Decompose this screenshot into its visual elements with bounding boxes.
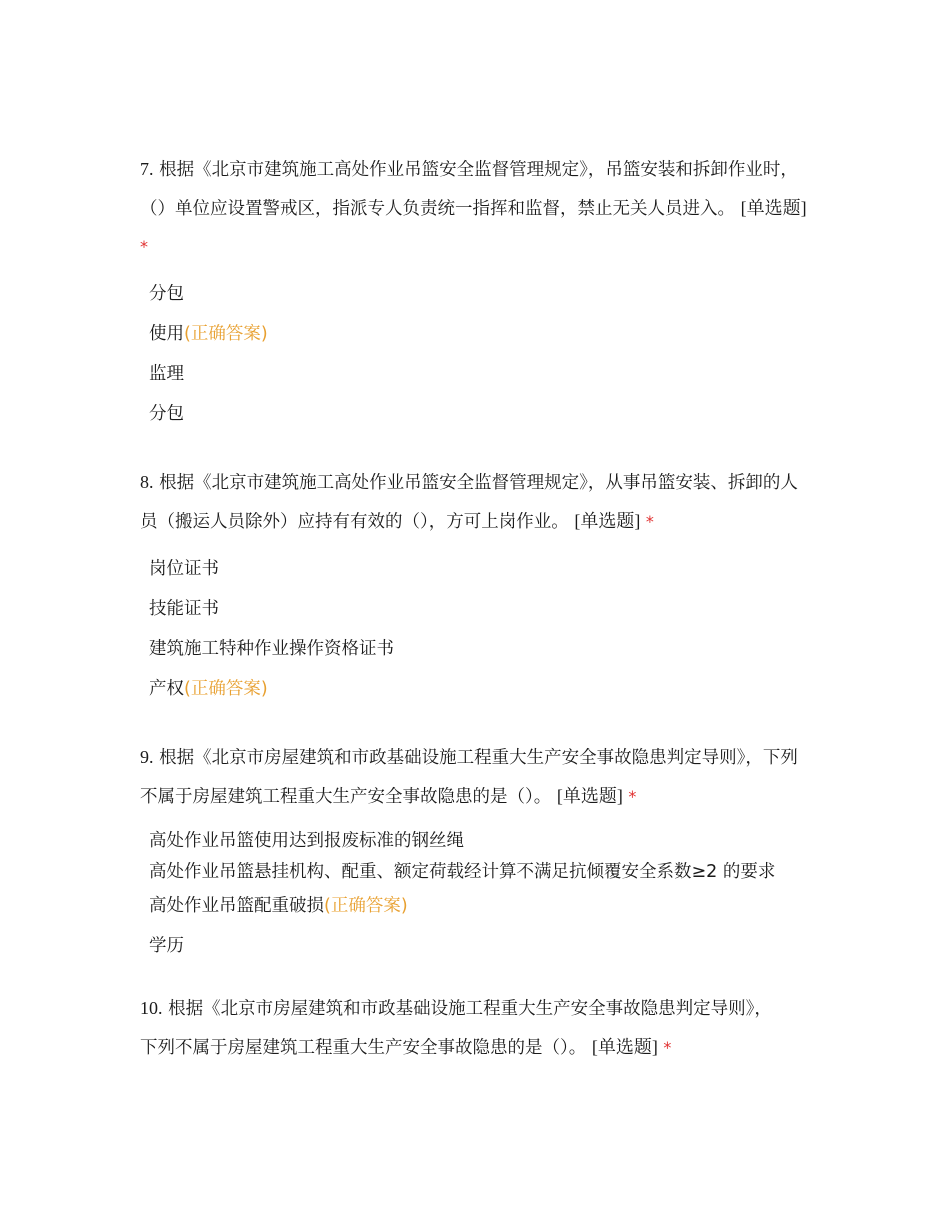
- question-number: 10.: [140, 998, 163, 1018]
- option-list: [140, 821, 820, 966]
- option-item[interactable]: [149, 629, 789, 669]
- option-label: 分包: [149, 404, 184, 424]
- option-label: 高处作业吊篮悬挂机构、配重、额定荷载经计算不满足抗倾覆安全系数≥2 的要求: [149, 862, 776, 882]
- question-text: 根据《北京市建筑施工高处作业吊篮安全监督管理规定》，吊篮安装和拆卸作业时，（）单位应设置警戒区，指派专人负责统一指挥和监督，禁止无关人员进入。: [140, 160, 798, 219]
- option-label: 高处作业吊篮使用达到报废标准的钢丝绳: [149, 831, 464, 851]
- option-item[interactable]: [149, 354, 789, 394]
- option-item[interactable]: [149, 856, 789, 889]
- option-item[interactable]: [149, 274, 789, 314]
- option-list: [140, 549, 820, 709]
- option-label: 产权: [149, 679, 184, 699]
- question-type: [单选题]: [574, 511, 641, 531]
- question-title: [140, 989, 780, 1067]
- option-label: 岗位证书: [149, 559, 219, 579]
- option-item[interactable]: [149, 394, 789, 434]
- question-title: [140, 463, 812, 541]
- question-title: [140, 150, 812, 266]
- option-label: 监理: [149, 364, 184, 384]
- required-marker: *: [140, 237, 148, 256]
- question-7: [140, 150, 820, 434]
- option-item[interactable]: [149, 889, 789, 926]
- required-marker: *: [628, 787, 637, 806]
- required-marker: *: [645, 512, 654, 531]
- question-list: [140, 150, 820, 1067]
- question-text: 根据《北京市建筑施工高处作业吊篮安全监督管理规定》，从事吊篮安装、拆卸的人员（搬运人员除外）应持有有效的（），方可上岗作业。: [140, 473, 798, 532]
- option-item[interactable]: [149, 926, 789, 966]
- question-text: 根据《北京市房屋建筑和市政基础设施工程重大生产安全事故隐患判定导则》，下列不属于房屋建筑工程重大生产安全事故隐患的是（）。: [140, 999, 772, 1058]
- option-list: [140, 274, 820, 434]
- option-label: 学历: [149, 936, 184, 956]
- question-number: 7.: [140, 159, 154, 179]
- option-label: 技能证书: [149, 599, 219, 619]
- option-item[interactable]: [149, 669, 789, 709]
- option-label: 分包: [149, 284, 184, 304]
- option-label: 使用: [149, 324, 184, 344]
- correct-answer-tag: (正确答案): [184, 324, 268, 344]
- correct-answer-tag: (正确答案): [184, 679, 268, 699]
- option-label: 建筑施工特种作业操作资格证书: [149, 639, 394, 659]
- option-item[interactable]: [149, 821, 789, 856]
- option-item[interactable]: [149, 314, 789, 354]
- question-8: [140, 463, 820, 709]
- question-type: [单选题]: [740, 198, 807, 218]
- correct-answer-tag: (正确答案): [324, 896, 408, 916]
- option-label: 高处作业吊篮配重破损: [149, 896, 324, 916]
- option-item[interactable]: [149, 549, 789, 589]
- option-item[interactable]: [149, 589, 789, 629]
- question-title: [140, 738, 812, 816]
- required-marker: *: [663, 1038, 672, 1057]
- question-text: 根据《北京市房屋建筑和市政基础设施工程重大生产安全事故隐患判定导则》，下列不属于房屋建筑工程重大生产安全事故隐患的是（）。: [140, 748, 798, 807]
- question-9: [140, 738, 820, 966]
- question-number: 9.: [140, 747, 154, 767]
- question-number: 8.: [140, 472, 154, 492]
- question-type: [单选题]: [556, 786, 623, 806]
- question-type: [单选题]: [591, 1037, 658, 1057]
- question-10: [140, 989, 820, 1067]
